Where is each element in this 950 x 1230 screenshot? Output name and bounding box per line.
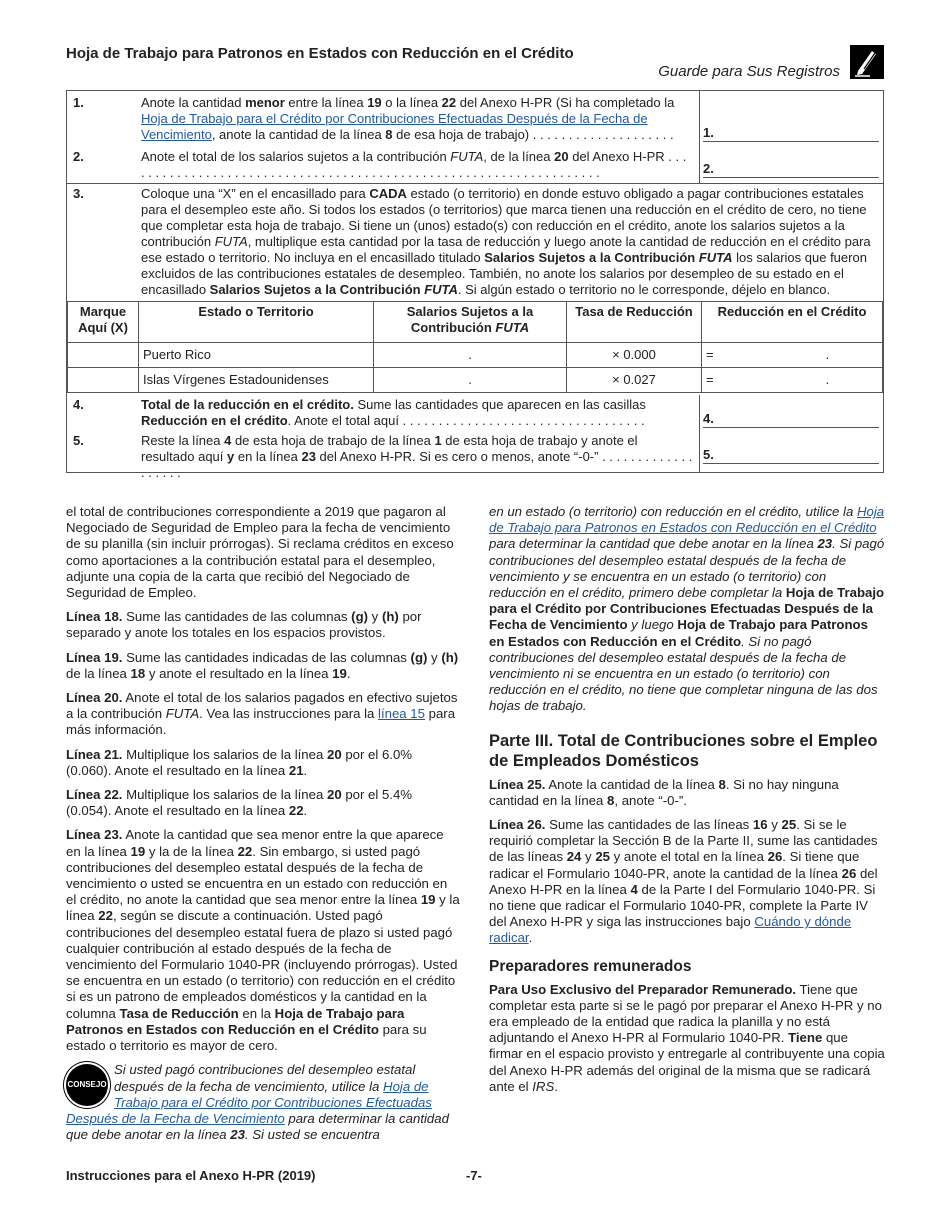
line-number: 2.: [73, 149, 84, 164]
line-19-instructions: Línea 19. Sume las cantidades indicadas de las columnas (g) y (h) de la línea 18 y anote el resultado en la línea 19.: [66, 649, 459, 681]
line-25-instructions: Línea 25. Anote la cantidad de la línea 8. Si no hay ninguna cantidad en la línea 8, anote “-0-”.: [489, 776, 839, 808]
line-22-instructions: Línea 22. Multiplique los salarios de la línea 20 por el 5.4% (0.054). Anote el resultado en la línea 22.: [66, 787, 413, 819]
mark-cell-puerto-rico[interactable]: [68, 343, 139, 368]
line-text: Anote la cantidad menor entre la línea 19 o la línea 22 del Anexo H-PR (Si ha completado la Hoja de Trabajo para el Crédito por Contribuciones Efectuadas Después de la Fecha de Vencimiento, anote la cantidad de la línea 8 de esa hoja de trabajo) . . . . . . . . . . . . . . . . . . . .: [141, 95, 675, 142]
line-1-entry[interactable]: 1.: [703, 125, 879, 142]
paid-preparers-heading: Preparadores remunerados: [489, 957, 692, 975]
line-20-instructions: Línea 20. Anote el total de los salarios pagados en efectivo sujetos a la contribución FUTA. Vea las instrucciones para la línea 15 para más información.: [66, 690, 458, 738]
credit-reduction-cell[interactable]: = .: [702, 368, 883, 393]
credit-reduction-cell[interactable]: = .: [702, 343, 883, 368]
page-header: [66, 44, 884, 86]
right-column: [489, 504, 885, 1103]
wages-cell[interactable]: .: [374, 368, 567, 393]
col-header-mark: Marque Aquí (X): [68, 302, 139, 343]
left-column: [66, 504, 460, 1143]
line-number: 1.: [73, 95, 84, 110]
consejo-icon: CONSEJO: [66, 1064, 108, 1106]
page-title: Hoja de Trabajo para Patronos en Estados con Reducción en el Crédito: [66, 45, 574, 62]
line-4-entry[interactable]: 4.: [703, 411, 879, 428]
linea-15-link[interactable]: línea 15: [378, 706, 425, 722]
line-26-instructions: Línea 26. Sume las cantidades de las líneas 16 y 25. Si se le requirió completar la Sección B de la Parte II, sume las cantidades de las líneas 24 y 25 y anote el total en la línea 26. Si tiene que radicar el Formulario 1040-PR, anote la cantidad de la línea 26 del Anexo H-PR en la línea 4 de la Parte I del Formulario 1040-PR. Si no tiene que radicar el Formulario 1040-PR, complete la Parte IV del Anexo H-PR y siga las instrucciones bajo Cuándo y dónde radicar.: [489, 817, 878, 946]
paid-preparer-instructions: Para Uso Exclusivo del Preparador Remunerado. Tiene que completar esta parte si se le pagó por preparar el Anexo H-PR y no era empleado de la entidad que radica la planilla y no está adjuntando el Anexo H-PR al Formulario 1040-PR. Tiene que firmar en el espacio provisto y entregarle al contribuyente una copia del Anexo H-PR además del original de la misma que se radicará ante el IRS.: [489, 981, 885, 1094]
hoja-credito-vencimiento-link[interactable]: Hoja de Trabajo para el Crédito por Contribuciones Efectuadas Después de la Fecha de Vencimiento: [141, 111, 648, 142]
worksheet-box: [66, 90, 884, 480]
state-name: Puerto Rico: [139, 343, 374, 368]
line-5-entry[interactable]: 5.: [703, 447, 879, 464]
worksheet-line-3: [67, 183, 883, 300]
hoja-credito-vencimiento-link-2[interactable]: Hoja de Trabajo para el Crédito por Contribuciones Efectuadas Después de la Fecha de Vencimiento: [66, 1078, 432, 1126]
col-header-credit-reduction: Reducción en el Crédito: [702, 302, 883, 343]
hoja-patronos-reduccion-link[interactable]: Hoja de Trabajo para Patronos en Estados con Reducción en el Crédito: [489, 504, 885, 536]
line-21-instructions: Línea 21. Multiplique los salarios de la línea 20 por el 6.0% (0.060). Anote el resultado en la línea 21.: [66, 746, 413, 778]
page-footer: [66, 1168, 884, 1184]
paragraph: el total de contribuciones correspondiente a 2019 que pagaron al Negociado de Seguridad de Empleo para la fecha de vencimiento de su planilla (sin incluir prórrogas). Si reclama créditos en exceso como aportaciones a la contribución estatal para el desempleo, adjunte una copia de la carta que recibió del Negociado de Seguridad de Empleo.: [66, 504, 454, 601]
line-text: Coloque una “X” en el encasillado para CADA estado (o territorio) en donde estuvo obligado a pagar contribuciones estatales para el desempleo este año. Si todos los estados (o territorios) que marca tienen una reducción en el crédito de cero, no tiene que completar esta hoja de trabajo. Si tiene un (unos) estado(s) con reducción en el crédito, anote los salarios sujetos a la contribución FUTA, multiplique esta cantidad por la tasa de reducción y luego anote la cantidad de reducción en el crédito para ese estado o territorio. No incluya en el encasillado titulado Salarios Sujetos a la Contribución FUTA los salarios que fueron excluidos de las contribuciones estatales de desempleo. También, no anote los salarios por desempleo de su estado en el encasillado Salarios Sujetos a la Contribución FUTA. Si algún estado o territorio no le corresponde, déjelo en blanco.: [141, 186, 871, 297]
col-header-state: Estado o Territorio: [139, 302, 374, 343]
table-row: [68, 343, 883, 368]
line-number: 4.: [73, 397, 84, 412]
col-header-wages: Salarios Sujetos a la Contribución FUTA: [374, 302, 567, 343]
line-number: 3.: [73, 186, 84, 201]
line-text: Total de la reducción en el crédito. Sume las cantidades que aparecen en las casillas Reducción en el crédito. Anote el total aquí . . . . . . . . . . . . . . . . . . . . . . . . . . . . . . . . . .: [141, 397, 646, 428]
state-reduction-table: [67, 301, 883, 393]
col-header-rate: Tasa de Reducción: [567, 302, 702, 343]
page-number: -7-: [466, 1168, 482, 1183]
line-18-instructions: Línea 18. Sume las cantidades de las columnas (g) y (h) por separado y anote los totales en los espacios provistos.: [66, 609, 422, 641]
pencil-icon: [850, 45, 884, 79]
keep-records-note: Guarde para Sus Registros: [658, 63, 840, 80]
tip-box: CONSEJO Si usted pagó contribuciones del desempleo estatal después de la fecha de vencimiento, utilice la Hoja de Trabajo para el Crédito por Contribuciones Efectuadas Después de la Fecha de Vencimiento para determinar la cantidad que debe anotar en la línea 23. Si usted se encuentra: [66, 1062, 449, 1143]
rate-value: × 0.000: [567, 343, 702, 368]
table-header-row: [68, 302, 883, 343]
mark-cell-virgin-islands[interactable]: [68, 368, 139, 393]
paragraph: en un estado (o territorio) con reducción en el crédito, utilice la Hoja de Trabajo para Patronos en Estados con Reducción en el Crédito para determinar la cantidad que debe anotar en la línea 23. Si pagó contribuciones del desempleo estatal después de la fecha de vencimiento y se encuentra en un estado (o territorio) con reducción en el crédito, primero debe completar la Hoja de Trabajo para el Crédito por Contribuciones Efectuadas Después de la Fecha de Vencimiento y luego Hoja de Trabajo para Patronos en Estados con Reducción en el Crédito. Si no pagó contribuciones del desempleo estatal después de la fecha de vencimiento ni se encuentra en un estado (o territorio) con reducción en el crédito, no tiene que completar ninguna de las dos hojas de trabajo.: [489, 504, 885, 714]
rate-value: × 0.027: [567, 368, 702, 393]
state-name: Islas Vírgenes Estadounidenses: [139, 368, 374, 393]
table-row: [68, 368, 883, 393]
wages-cell[interactable]: .: [374, 343, 567, 368]
line-23-instructions: Línea 23. Anote la cantidad que sea menor entre la que aparece en la línea 19 y la de la línea 22. Sin embargo, si usted pagó contribuciones del desempleo estatal después de la fecha de vencimiento o usted se encuentra en un estado con reducción en el crédito, no anote la cantidad que sea menor entre la línea 19 y la línea 22, según se discute a continuación. Usted pagó contribuciones del desempleo estatal fuera de plazo si usted pagó cualquier contribución al estado después de la fecha de vencimiento del Formulario 1040-PR (incluyendo prórrogas). Usted se encuentra en un estado (o territorio) con reducción en el crédito si es un patrono de empleados domésticos y la cantidad en la columna Tasa de Reducción en la Hoja de Trabajo para Patronos en Estados con Reducción en el Crédito para su estado o territorio es mayor de cero.: [66, 827, 460, 1054]
line-2-entry[interactable]: 2.: [703, 161, 879, 178]
cuando-donde-radicar-link[interactable]: Cuándo y dónde radicar: [489, 914, 852, 946]
part-3-heading: Parte III. Total de Contribuciones sobre el Empleo de Empleados Domésticos: [489, 731, 878, 770]
footer-title: Instrucciones para el Anexo H-PR (2019): [66, 1168, 316, 1183]
line-text: Anote el total de los salarios sujetos a la contribución FUTA, de la línea 20 del Anexo H-PR . . . . . . . . . . . . . . . . . . . . . . . . . . . . . . . . . . . . . . . . . . . . . . . . . . . . . . . . . . . . . . . . . . .: [141, 149, 687, 180]
line-text: Reste la línea 4 de esta hoja de trabajo de la línea 1 de esta hoja de trabajo y anote el resultado aquí y en la línea 23 del Anexo H-PR. Si es cero o menos, anote “-0-” . . . . . . . . . . . . . . . . . . .: [141, 433, 693, 480]
line-number: 5.: [73, 433, 84, 448]
